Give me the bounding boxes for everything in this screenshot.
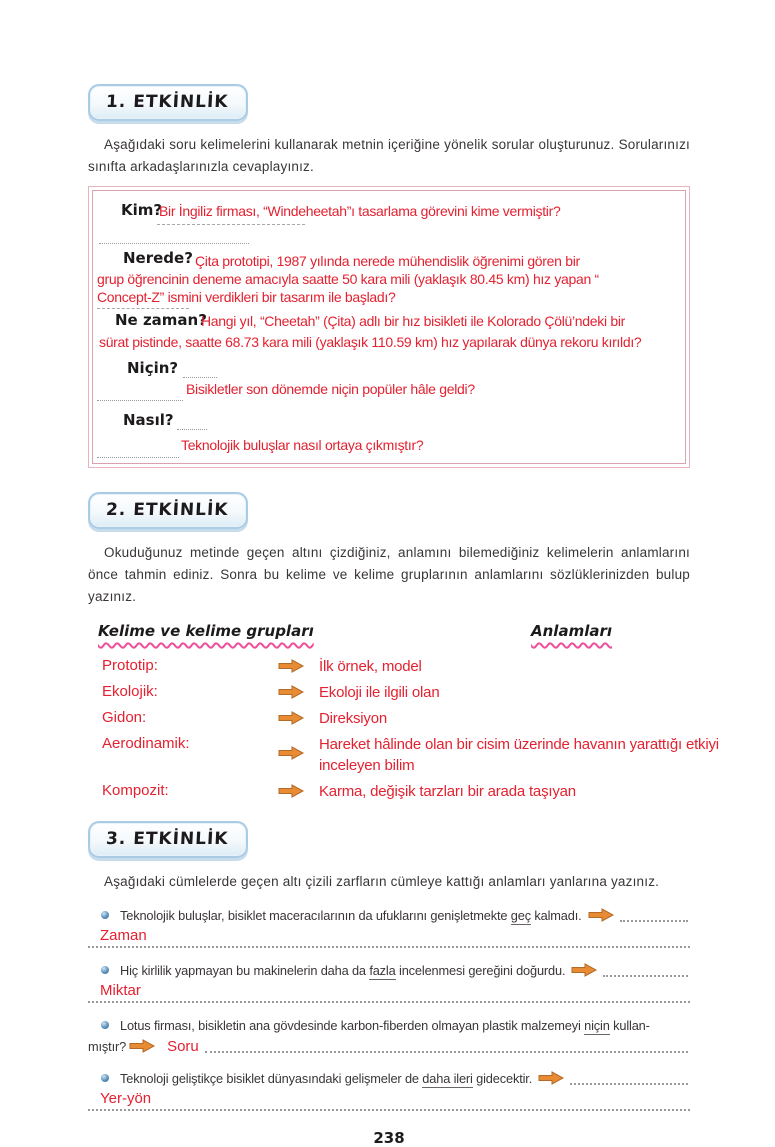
- adverb-answer: Soru: [167, 1038, 199, 1055]
- vocab-column-headers: [88, 622, 690, 640]
- answer-row: [88, 926, 690, 948]
- dotted-answer-line: [603, 975, 688, 977]
- nicin-label: Niçin?: [127, 359, 179, 377]
- sentence-pre: Hiç kirlilik yapmayan bu makinelerin daha da: [120, 963, 370, 978]
- activity2-badge: [88, 492, 248, 529]
- vocab-meaning: Karma, değişik tarzları bir arada taşıyan: [319, 783, 576, 800]
- arrow-right-icon: [279, 682, 319, 699]
- bullet-icon: [101, 966, 109, 974]
- arrow-right-icon: [130, 1037, 155, 1053]
- arrow-right-icon: [572, 961, 597, 977]
- arrow-right-icon: [279, 781, 319, 798]
- vocab-row: [88, 734, 728, 776]
- adverb-sentence-row: [88, 1016, 690, 1035]
- underlined-adverb: fazla: [369, 963, 396, 978]
- underlined-adverb: daha ileri: [422, 1071, 473, 1086]
- nerede-answer-line1: Çita prototipi, 1987 yılında nerede mühendislik öğrenimi gören bir: [195, 253, 580, 269]
- activity3-badge: [88, 821, 248, 858]
- kim-answer: Bir İngiliz firması, “Windeheetah”ı tasarlama görevini kime vermiştir?: [159, 203, 561, 219]
- sentence-text: [120, 1016, 650, 1035]
- bullet-icon: [101, 911, 109, 919]
- bullet-icon: [101, 1021, 109, 1029]
- sentence-text: [120, 906, 582, 925]
- dotted-answer-line: [205, 1051, 688, 1053]
- activity2-badge-label: 2. ETKİNLİK: [105, 500, 230, 520]
- vocab-row: [88, 708, 728, 729]
- ne-zaman-answer-line1: Hangi yıl, “Cheetah” (Çita) adlı bir hız bisikleti ile Kolorado Çölü’ndeki bir: [201, 313, 626, 329]
- arrow-right-icon: [279, 734, 319, 760]
- question-box: [88, 186, 690, 468]
- vocab-row: [88, 682, 728, 703]
- sentence-pre: Teknoloji geliştikçe bisiklet dünyasındaki gelişmeler de: [120, 1071, 423, 1086]
- vocab-word: Kompozit:: [102, 782, 169, 799]
- adverb-sentence-row: [88, 1069, 690, 1088]
- vocab-list: [88, 656, 728, 802]
- activity1-badge: [88, 84, 248, 121]
- vocab-word: Ekolojik:: [102, 683, 158, 700]
- arrow-right-icon: [589, 906, 614, 922]
- dotted-answer-line: [570, 1083, 688, 1085]
- nicin-answer: Bisikletler son dönemde niçin popüler hâle geldi?: [186, 381, 475, 397]
- vocab-word: Prototip:: [102, 657, 158, 674]
- adverb-sentence-row: [88, 961, 690, 980]
- activity1-badge-label: 1. ETKİNLİK: [105, 92, 230, 112]
- activity3-badge-label: 3. ETKİNLİK: [105, 829, 230, 849]
- underlined-adverb: geç: [510, 908, 531, 923]
- ne-zaman-answer-line2: sürat pistinde, saatte 68.73 kara mili (yaklaşık 110.59 km) hız yapılarak dünya rekoru kırıldı?: [99, 334, 642, 350]
- vocab-meaning: İlk örnek, model: [319, 658, 422, 675]
- sentence-tail: mıştır?: [88, 1039, 127, 1054]
- page-number: 238: [373, 1129, 405, 1147]
- sentence-text: [120, 1069, 532, 1088]
- arrow-right-icon: [539, 1069, 564, 1085]
- adverb-answer: Miktar: [100, 982, 141, 999]
- underlined-adverb: niçin: [584, 1018, 610, 1033]
- nerede-answer-line2: grup öğrencinin deneme amacıyla saatte 50 kara mili (yaklaşık 80.45 km) hız yapan “: [97, 271, 599, 287]
- dotted-answer-line: [97, 400, 183, 401]
- sentence-pre: Lotus firması, bisikletin ana gövdesinde karbon-fiberden olmayan plastik malzemeyi: [120, 1018, 585, 1033]
- sentence-post: kalmadı.: [530, 908, 582, 923]
- dotted-answer-line: [157, 224, 305, 225]
- vocab-meaning: Hareket hâlinde olan bir cisim üzerinde havanın yarattığı etkiyi inceleyen bilim: [319, 736, 719, 774]
- vocab-row: [88, 656, 728, 677]
- adverb-sentence-continuation: [88, 1037, 690, 1056]
- adverb-answer: Yer-yön: [100, 1090, 152, 1107]
- dotted-answer-line: [99, 243, 249, 244]
- vocab-meaning: Direksiyon: [319, 710, 388, 727]
- bullet-icon: [101, 1074, 109, 1082]
- answer-row: [88, 981, 690, 1003]
- activity1-instruction: Aşağıdaki soru kelimelerini kullanarak metnin içeriğine yönelik sorular oluşturunuz. Sorularınızı sınıfta arkadaşlarınızla cevaplayınız.: [88, 137, 690, 174]
- dotted-answer-line: [97, 457, 179, 458]
- vocab-word: Aerodinamik:: [102, 735, 190, 752]
- kim-label: Kim?: [121, 201, 163, 219]
- nerede-answer-line3: Concept-Z” ismini verdikleri bir tasarım ile başladı?: [97, 289, 396, 305]
- vocab-row: [88, 781, 728, 802]
- dotted-answer-line: [620, 920, 688, 922]
- adverb-sentence-row: [88, 906, 690, 925]
- vocab-word: Gidon:: [102, 709, 147, 726]
- ne-zaman-label: Ne zaman?: [115, 311, 207, 329]
- activity3-instruction: Aşağıdaki cümlelerde geçen altı çizili zarfların cümleye kattığı anlamları yanlarına yazınız.: [104, 874, 660, 889]
- dotted-answer-line: [177, 429, 207, 430]
- arrow-right-icon: [279, 656, 319, 673]
- vocab-meanings-header: Anlamları: [531, 622, 612, 640]
- nasil-label: Nasıl?: [123, 411, 174, 429]
- nerede-label: Nerede?: [123, 249, 193, 267]
- dotted-answer-line: [97, 308, 189, 309]
- vocab-meaning: Ekoloji ile ilgili olan: [319, 684, 440, 701]
- nasil-answer: Teknolojik buluşlar nasıl ortaya çıkmıştır?: [181, 437, 424, 453]
- sentence-post: gidecektir.: [472, 1071, 533, 1086]
- answer-row: [88, 1089, 690, 1111]
- adverb-answer: Zaman: [100, 927, 147, 944]
- sentence-post: kullan-: [609, 1018, 650, 1033]
- dotted-answer-line: [183, 377, 217, 378]
- activity2-instruction: Okuduğunuz metinde geçen altını çizdiğiniz, anlamını bilemediğiniz kelimelerin anlamlarını önce tahmin ediniz. Sonra bu kelime ve kelime gruplarının anlamlarını sözlüklerinizden bulup yazınız.: [88, 545, 690, 604]
- arrow-right-icon: [279, 708, 319, 725]
- sentence-post: incelenmesi gereğini doğurdu.: [395, 963, 566, 978]
- sentence-text: [120, 961, 565, 980]
- sentence-pre: Teknolojik buluşlar, bisiklet maceracılarının da ufuklarını genişletmekte: [120, 908, 511, 923]
- vocab-words-header: Kelime ve kelime grupları: [98, 622, 314, 640]
